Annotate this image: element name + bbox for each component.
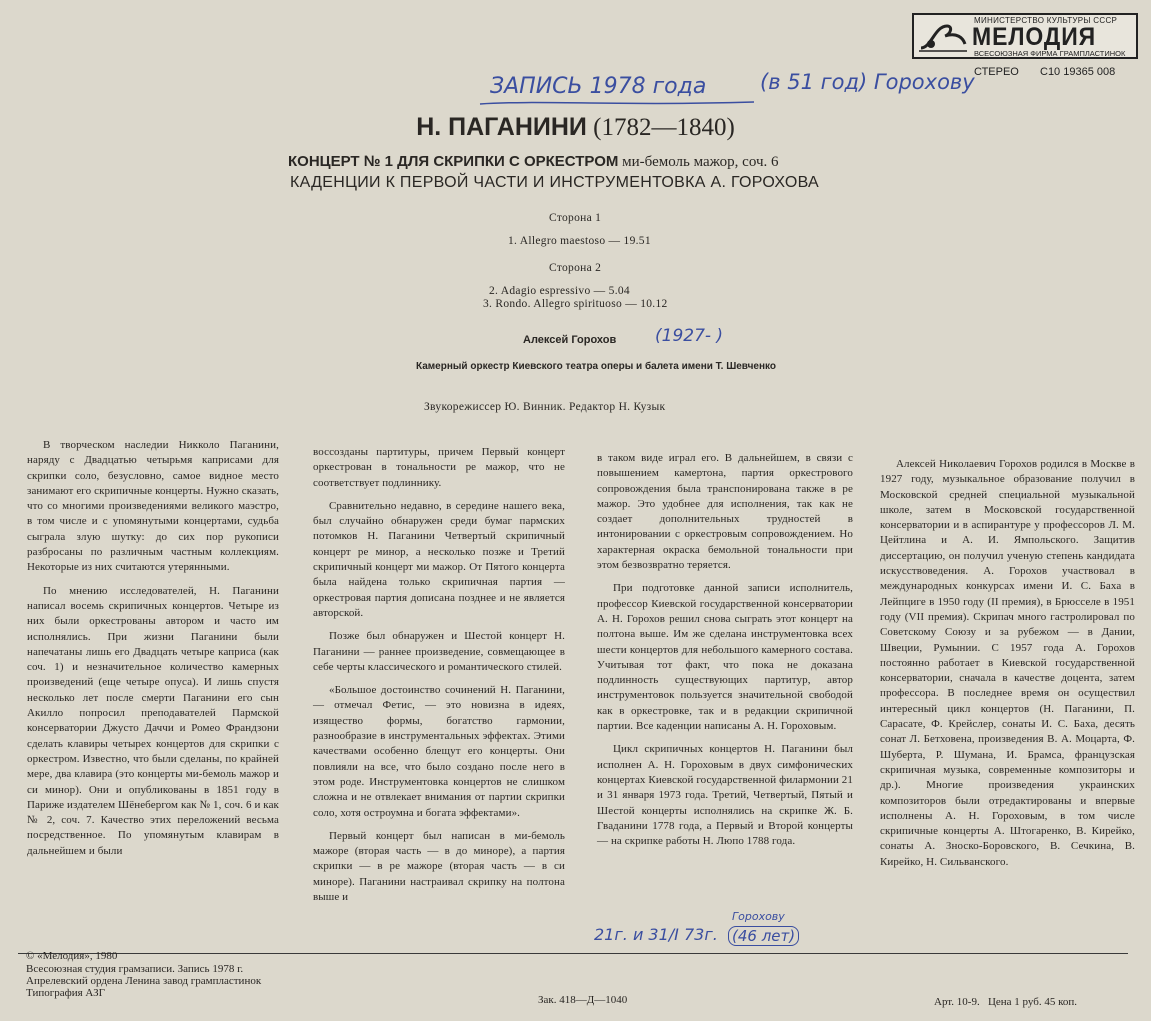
catalog-number: С10 19365 008 — [1040, 66, 1116, 78]
handwritten-underline — [478, 98, 758, 108]
side2-label: Сторона 2 — [549, 262, 602, 274]
handwritten-note-1: ЗАПИСЬ 1978 года — [490, 74, 707, 99]
text-column-2 — [313, 445, 565, 913]
paragraph: Цикл скрипичных концертов Н. Паганини был исполнен А. Н. Гороховым в двух симфонических концертах Киевской государственной филармонии 21 и 31 января 1973 года. Третий, Четвертый, Пятый и Шестой концерты исполнялись на скрипке Ж. Б. Гваданини 1778 года, а Первый и Второй концерты — на скрипке работы Н. Люпо 1788 года. — [597, 743, 853, 848]
side1-label: Сторона 1 — [549, 212, 602, 224]
track-1: 1. Allegro maestoso — 19.51 — [508, 235, 651, 247]
work-title-key: ми-бемоль мажор, соч. 6 — [622, 154, 779, 170]
work-subtitle: КАДЕНЦИИ К ПЕРВОЙ ЧАСТИ И ИНСТРУМЕНТОВКА А. ГОРОХОВА — [290, 174, 819, 191]
logo-name: МЕЛОДИЯ — [972, 23, 1097, 51]
paragraph: При подготовке данной записи исполнитель, профессор Киевской государственной консерватории А. Н. Горохов решил снова сыграть этот концерт на полтона выше. Им же сделана инструментовка всех шести концертов для небольшого камерного состава. Учитывая тот факт, что пока не доказана подлинность существующих партитур, автор инструментовок пользуется значительной свободой как в оркестровке, так и в редакции скрипичной партии. Все каденции написаны А. Н. Гороховым. — [597, 582, 853, 733]
text-column-1 — [27, 438, 279, 867]
composer-years: (1782—1840) — [593, 114, 735, 141]
work-title-bold: КОНЦЕРТ № 1 ДЛЯ СКРИПКИ С ОРКЕСТРОМ — [288, 153, 619, 170]
work-title — [288, 153, 778, 171]
melodiya-logo — [912, 13, 1138, 59]
logo-ministry-text: МИНИСТЕРСТВО КУЛЬТУРЫ СССР — [974, 16, 1118, 25]
footer-copyright: © «Мелодия», 1980 — [26, 950, 118, 962]
paragraph: Позже был обнаружен и Шестой концерт Н. Паганини — раннее произведение, совмещающее в себе черты классического и романтического стилей. — [313, 630, 565, 673]
footer-rule — [18, 953, 1128, 954]
paragraph: Сравнительно недавно, в середине нашего века, был случайно обнаружен среди бумаг пармских потомков Н. Паганини Четвертый скрипичный концерт ре минор, а несколько позже и Третий скрипичный концерт ми мажор. От Пятого концерта была найдена только скрипичная партия — оркестровая партия дописана позднее и не является авторской. — [313, 499, 565, 619]
stereo-label: СТЕРЕО — [974, 66, 1019, 78]
paragraph: «Большое достоинство сочинений Н. Паганини, — отмечал Фетис, — это новизна в идеях, изящество формы, богатство гармонии, разнообразие в инструментальных эффектах. Этими качествами особенно блещут его концерты. Они повлияли на все, что было создано после него в этом роде. Инструментовка концертов не слишком сложна и не отвлекает внимания от партии скрипки соло, хотя остроумна и богата эффектами». — [313, 684, 565, 819]
text-column-3 — [597, 451, 853, 857]
footer-printer: Типография АЗГ — [26, 987, 105, 999]
paragraph: в таком виде играл его. В дальнейшем, в связи с повышением камертона, партия оркестрового сопровождения была транспонирована также в ре мажор. Это удобнее для исполнения, так как не создает дополнительных трудностей в интонировании с оркестровым сопровождением. Но характерная окраска бемольной тональности при этом безвозвратно теряется. — [597, 452, 853, 572]
paragraph: воссозданы партитуры, причем Первый концерт оркестрован в тональности ре мажор, что не соответствует подлиннику. — [313, 446, 565, 489]
composer-heading — [0, 113, 1151, 142]
track-3: 3. Rondo. Allegro spirituoso — 10.12 — [483, 298, 668, 310]
footer-studio: Всесоюзная студия грамзаписи. Запись 1978 г. — [26, 963, 244, 975]
paragraph: По мнению исследователей, Н. Паганини написал восемь скрипичных концертов. Четыре из них были оркестрованы автором и часто им исполнялись. При жизни Паганини были напечатаны лишь его Двадцать четыре каприса (как соч. 1) и незначительное количество камерных произведений (еще четыре опуса). И лишь спустя несколько лет после смерти Паганини его сын Акилло попросил преподавателей Пармской консерватории Джусто Даччи и Ромео Франдзони сделать клавиры четырех концертов для скрипки с оркестром. Известно, что были сделаны, по крайней мере, два клавира (это концерты ми-бемоль мажор и си минор). Они и опубликованы в 1851 году в Париже издателем Шёнебергом как № 1, соч. 6 и как № 2, соч. 7. Качество этих переложений весьма посредственное. По упомянутым клавирам в дальнейшем и были — [27, 584, 279, 857]
melodiya-emblem-icon — [917, 18, 969, 54]
composer-name: Н. ПАГАНИНИ — [416, 113, 587, 141]
footer-plant: Апрелевский ордена Ленина завод грампластинок — [26, 975, 262, 987]
paragraph: Алексей Николаевич Горохов родился в Москве в 1927 году, музыкальное образование получил в Московской средней специальной музыкальной школе, затем в Московской государственной консерватории и в аспирантуре у профессоров Л. М. Цейтлина и А. И. Ямпольского. Защитив диссертацию, он получил ученую степень кандидата искусствоведения. А. Горохов участвовал в международных конкурсах имени И. С. Баха в Лейпциге в 1950 году (II премия), в Брюсселе в 1951 году (VII премия). Скрипач много гастролировал по Советскому Союзу и за рубежом — в Дании, Швеции, Румынии. С 1957 года А. Горохов постоянно работает в Киевской государственной консерватории, сначала в качестве доцента, затем профессора. В последнее время он осуществил интересный цикл концертов (Н. Паганини, П. Сарасате, Ф. Крейслер, сонаты И. С. Баха, десять сонат Л. Бетховена, произведения В. А. Моцарта, Ф. Шуберта, Р. Шумана, И. Брамса, французская скрипичная музыка, современные композиторы и др.). Многие произведения украинских композиторов были отредактированы и впервые исполнены А. Н. Гороховым, в том числе скрипичные концерты А. Штогаренко, В. Кирейко, сонаты А. Зноско-Боровского, В. Сечкина, В. Кирейко, Н. Сильванского. — [880, 458, 1135, 868]
orchestra-name: Камерный оркестр Киевского театра оперы и балета имени Т. Шевченко — [416, 361, 776, 372]
footer-price: Арт. 10-9. Цена 1 руб. 45 коп. — [934, 996, 1078, 1008]
paragraph: В творческом наследии Никколо Паганини, наряду с Двадцатью четырьмя каприсами для скрипки соло, безусловно, самое видное место занимают его скрипичные концерты. Нужно сказать, что со многими произведениями великого маэстро, в том числе и с упомянутыми концертами, судьба сыграла злую шутку: до сих пор рукописи разбросаны по различным частным коллекциям. Некоторые из них считаются утерянными. — [27, 439, 279, 574]
paragraph: Первый концерт был написан в ми-бемоль мажоре (вторая часть — в до миноре), а партия скрипки — в ре мажоре (вторая часть — в си миноре). Паганини настраивал скрипку на полтона выше и — [313, 829, 565, 904]
footer-order: Зак. 418—Д—1040 — [538, 994, 628, 1006]
credits: Звукорежиссер Ю. Винник. Редактор Н. Кузык — [424, 401, 666, 413]
handwritten-performer-years: (1927- ) — [655, 326, 724, 346]
track-2: 2. Adagio espressivo — 5.04 — [489, 285, 630, 297]
handwritten-note-2: (в 51 год) Горохову — [760, 70, 975, 94]
logo-firm-text: ВСЕСОЮЗНАЯ ФИРМА ГРАМПЛАСТИНОК — [974, 49, 1126, 58]
performer-name: Алексей Горохов — [523, 334, 617, 346]
handwritten-name-small: Горохову — [732, 910, 785, 923]
handwritten-dates: 21г. и 31/I 73г. — [594, 925, 718, 944]
text-column-4 — [880, 457, 1135, 878]
handwritten-age: (46 лет) — [728, 926, 799, 946]
